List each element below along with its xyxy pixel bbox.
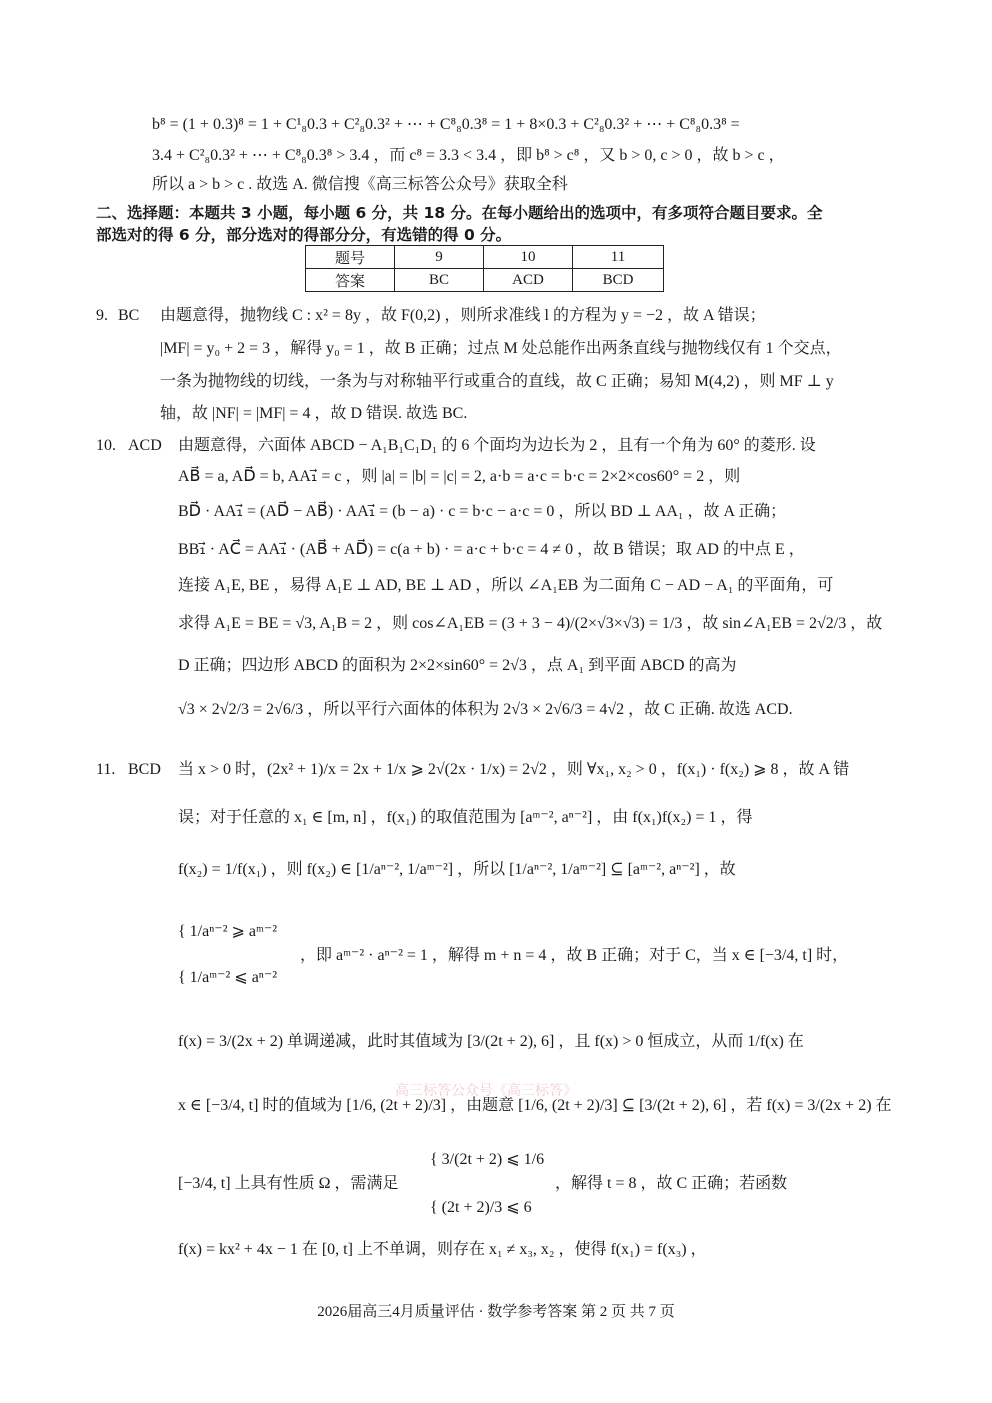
page-footer: 2026届高三4月质量评估 · 数学参考答案 第 2 页 共 7 页 bbox=[317, 1304, 675, 1320]
watermark: 高三标答公众号《高三标答》 bbox=[395, 1083, 577, 1099]
q10-answer: ACD bbox=[128, 437, 162, 454]
q10-number: 10. bbox=[96, 437, 116, 454]
prev-line-2: 3.4 + C²₈0.3² + ⋯ + C⁸₈0.3⁸ > 3.4 ，而 c⁸ = 3.3 < 3.4 ，即 b⁸ > c⁸ ，又 b > 0, c > 0 ，故 b > c ， bbox=[152, 147, 785, 164]
q11-line-7-end: ，解得 t = 8 ，故 C 正确；若函数 bbox=[555, 1175, 788, 1192]
q10-line-3: BD⃗ · AA₁⃗ = (AD⃗ − AB⃗) · AA₁⃗ = (b − a) · c = b·c − a·c = 0 ，所以 BD ⊥ AA₁ ，故 A 正确； bbox=[178, 503, 787, 520]
table-cell: BC bbox=[395, 269, 484, 292]
q11-system-2-top: { 3/(2t + 2) ⩽ 1/6 bbox=[430, 1151, 545, 1168]
table-answer-label: 答案 bbox=[306, 269, 395, 292]
q10-line-1: 由题意得，六面体 ABCD − A₁B₁C₁D₁ 的 6 个面均为边长为 2 ，且有一个角为 60° 的菱形. 设 bbox=[178, 437, 816, 454]
q10-line-4: BB₁⃗ · AC⃗ = AA₁⃗ · (AB⃗ + AD⃗) = c(a + b) · = a·c + b·c = 4 ≠ 0 ，故 B 错误；取 AD 的中点 E ， bbox=[178, 541, 805, 558]
q11-number: 11. bbox=[96, 761, 116, 778]
q10-line-2: AB⃗ = a, AD⃗ = b, AA₁⃗ = c ，则 |a| = |b| = |c| = 2, a·b = a·c = b·c = 2×2×cos60° = 2 ，则 bbox=[178, 468, 741, 485]
q11-line-7: [−3/4, t] 上具有性质 Ω ，需满足 bbox=[178, 1175, 399, 1192]
q10-line-7: D 正确；四边形 ABCD 的面积为 2×2×sin60° = 2√3 ，点 A₁ 到平面 ABCD 的高为 bbox=[178, 657, 737, 674]
table-cell: 11 bbox=[573, 246, 664, 269]
q10-line-6: 求得 A₁E = BE = √3, A₁B = 2 ，则 cos∠A₁EB = (3 + 3 − 4)/(2×√3×√3) = 1/3 ，故 sin∠A₁EB = 2√2/3 ，故 bbox=[178, 615, 883, 632]
q11-line-3: f(x₂) = 1/f(x₁) ，则 f(x₂) ∈ [1/aⁿ⁻², 1/aᵐ⁻²] ，所以 [1/aⁿ⁻², 1/aᵐ⁻²] ⊆ [aᵐ⁻², aⁿ⁻²] ，故 bbox=[178, 861, 736, 878]
table-cell: 9 bbox=[395, 246, 484, 269]
q11-system-2-bottom: { (2t + 2)/3 ⩽ 6 bbox=[430, 1199, 532, 1216]
q11-answer: BCD bbox=[128, 761, 161, 778]
q11-line-2: 误；对于任意的 x₁ ∈ [m, n] ，f(x₁) 的取值范围为 [aᵐ⁻², aⁿ⁻²] ，由 f(x₁)f(x₂) = 1 ，得 bbox=[178, 809, 753, 826]
q11-system-1-bottom: { 1/aᵐ⁻² ⩽ aⁿ⁻² bbox=[178, 969, 278, 986]
section-heading-line-1: 二、选择题：本题共 3 小题，每小题 6 分，共 18 分。在每小题给出的选项中，有多项符合题目要求。全 bbox=[96, 204, 823, 222]
q11-system-1-top: { 1/aⁿ⁻² ⩾ aᵐ⁻² bbox=[178, 923, 278, 940]
q9-line-1: 由题意得，抛物线 C : x² = 8y ，故 F(0,2) ，则所求准线 l 的方程为 y = −2 ，故 A 错误； bbox=[160, 307, 766, 324]
q9-answer: BC bbox=[118, 307, 140, 324]
q9-line-4: 轴，故 |NF| = |MF| = 4 ，故 D 错误. 故选 BC. bbox=[160, 405, 468, 422]
table-cell: ACD bbox=[484, 269, 573, 292]
q11-line-1: 当 x > 0 时，(2x² + 1)/x = 2x + 1/x ⩾ 2√(2x · 1/x) = 2√2 ，则 ∀x₁, x₂ > 0 ，f(x₁) · f(x₂) ⩾ 8 ，故 A 错 bbox=[178, 761, 850, 778]
answer-table bbox=[305, 245, 664, 292]
q9-line-2: |MF| = y₀ + 2 = 3 ，解得 y₀ = 1 ，故 B 正确；过点 M 处总能作出两条直线与抛物线仅有 1 个交点， bbox=[160, 340, 842, 357]
q11-line-6: x ∈ [−3/4, t] 时的值域为 [1/6, (2t + 2)/3] ，由题意 [1/6, (2t + 2)/3] ⊆ [3/(2t + 2), 6] ，若 f(x) = 3/(2x + 2) 在 bbox=[178, 1097, 892, 1114]
table-row bbox=[306, 269, 664, 292]
prev-line-3: 所以 a > b > c . 故选 A. 微信搜《高三标答公众号》获取全科 bbox=[152, 176, 568, 193]
section-heading-line-2: 部选对的得 6 分，部分选对的得部分分，有选错的得 0 分。 bbox=[96, 226, 512, 244]
table-cell: 10 bbox=[484, 246, 573, 269]
table-row bbox=[306, 246, 664, 269]
q11-line-4: ，即 aᵐ⁻² · aⁿ⁻² = 1 ，解得 m + n = 4 ，故 B 正确；对于 C，当 x ∈ [−3/4, t] 时， bbox=[300, 947, 849, 964]
q11-line-5: f(x) = 3/(2x + 2) 单调递减，此时其值域为 [3/(2t + 2), 6] ，且 f(x) > 0 恒成立，从而 1/f(x) 在 bbox=[178, 1033, 804, 1050]
q11-line-8: f(x) = kx² + 4x − 1 在 [0, t] 上不单调，则存在 x₁ ≠ x₃, x₂ ，使得 f(x₁) = f(x₃) ， bbox=[178, 1241, 707, 1258]
q10-line-8: √3 × 2√2/3 = 2√6/3 ，所以平行六面体的体积为 2√3 × 2√6/3 = 4√2 ，故 C 正确. 故选 ACD. bbox=[178, 701, 793, 718]
q10-line-5: 连接 A₁E, BE ，易得 A₁E ⊥ AD, BE ⊥ AD ，所以 ∠A₁EB 为二面角 C − AD − A₁ 的平面角，可 bbox=[178, 577, 834, 594]
table-header-label: 题号 bbox=[306, 246, 395, 269]
prev-line-1: b⁸ = (1 + 0.3)⁸ = 1 + C¹₈0.3 + C²₈0.3² + ⋯ + C⁸₈0.3⁸ = 1 + 8×0.3 + C²₈0.3² + ⋯ + C⁸₈0.3⁸ = bbox=[152, 116, 740, 133]
table-cell: BCD bbox=[573, 269, 664, 292]
q9-line-3: 一条为抛物线的切线，一条为与对称轴平行或重合的直线，故 C 正确；易知 M(4,2) ，则 MF ⊥ y bbox=[160, 373, 834, 390]
q9-number: 9. bbox=[96, 307, 108, 324]
